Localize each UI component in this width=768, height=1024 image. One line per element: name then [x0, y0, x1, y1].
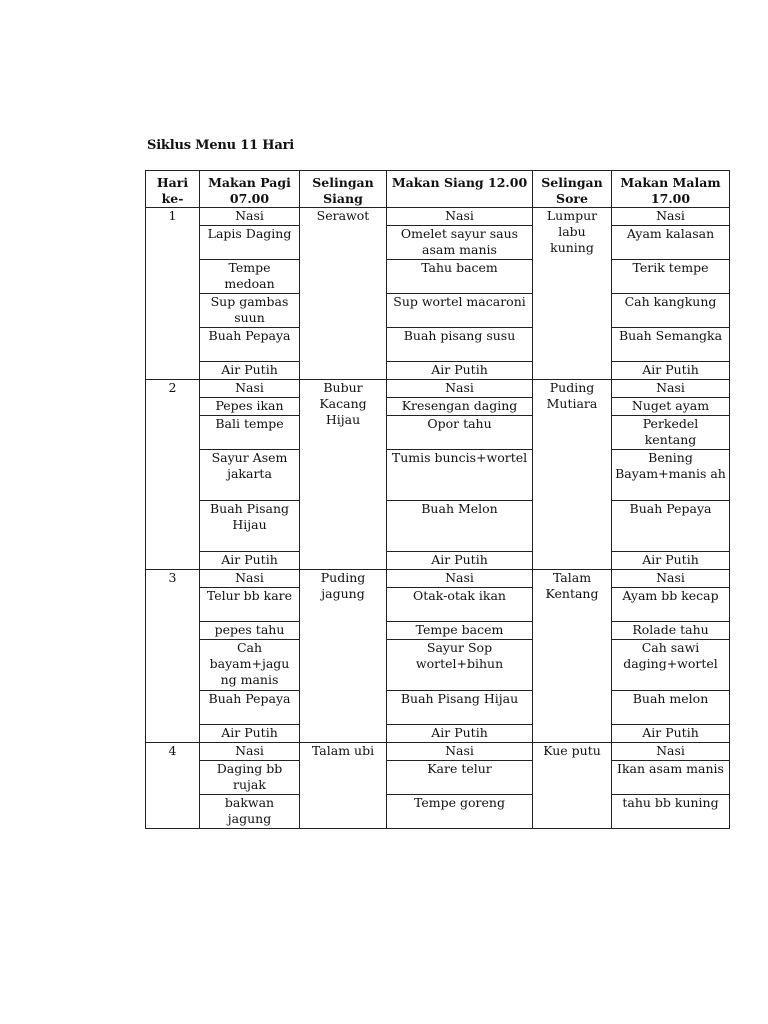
- makan-pagi-cell: Pepes ikan: [200, 398, 300, 416]
- table-row: [146, 725, 730, 743]
- makan-pagi-cell: Nasi: [200, 743, 300, 761]
- makan-malam-cell: Air Putih: [612, 725, 730, 743]
- makan-malam-cell: Air Putih: [612, 362, 730, 380]
- selingan-sore-cell: Lumpur labu kuning: [533, 208, 612, 380]
- selingan-sore-cell: Talam Kentang: [533, 570, 612, 743]
- selingan-siang-cell: Puding jagung: [300, 570, 387, 743]
- header-makan-malam: Makan Malam 17.00: [612, 171, 730, 208]
- table-row: [146, 208, 730, 226]
- makan-malam-cell: Ikan asam manis: [612, 761, 730, 795]
- selingan-sore-cell: Kue putu: [533, 743, 612, 829]
- makan-siang-cell: Nasi: [387, 570, 533, 588]
- makan-malam-cell: Nasi: [612, 570, 730, 588]
- table-row: [146, 743, 730, 761]
- makan-pagi-cell: Buah Pepaya: [200, 328, 300, 362]
- table-row: [146, 570, 730, 588]
- makan-malam-cell: Cah kangkung: [612, 294, 730, 328]
- table-row: [146, 640, 730, 691]
- makan-siang-cell: Sayur Sop wortel+bihun: [387, 640, 533, 691]
- makan-siang-cell: Sup wortel macaroni: [387, 294, 533, 328]
- makan-malam-cell: Rolade tahu: [612, 622, 730, 640]
- makan-malam-cell: Buah Semangka: [612, 328, 730, 362]
- table-row: [146, 622, 730, 640]
- menu-table: [145, 170, 730, 829]
- makan-pagi-cell: Air Putih: [200, 362, 300, 380]
- document-title: Siklus Menu 11 Hari: [147, 138, 294, 153]
- makan-siang-cell: Opor tahu: [387, 416, 533, 450]
- header-row: [146, 171, 730, 208]
- makan-pagi-cell: Air Putih: [200, 552, 300, 570]
- makan-pagi-cell: Nasi: [200, 570, 300, 588]
- makan-pagi-cell: bakwan jagung: [200, 795, 300, 829]
- makan-malam-cell: Air Putih: [612, 552, 730, 570]
- table-row: [146, 260, 730, 294]
- makan-malam-cell: Nasi: [612, 208, 730, 226]
- makan-pagi-cell: Air Putih: [200, 725, 300, 743]
- makan-pagi-cell: Telur bb kare: [200, 588, 300, 622]
- table-row: [146, 761, 730, 795]
- header-makan-pagi: Makan Pagi 07.00: [200, 171, 300, 208]
- header-selingan-sore: Selingan Sore: [533, 171, 612, 208]
- makan-malam-cell: tahu bb kuning: [612, 795, 730, 829]
- selingan-siang-cell: Bubur Kacang Hijau: [300, 380, 387, 570]
- makan-pagi-cell: pepes tahu: [200, 622, 300, 640]
- header-selingan-siang: Selingan Siang: [300, 171, 387, 208]
- makan-siang-cell: Air Putih: [387, 362, 533, 380]
- table-row: [146, 588, 730, 622]
- makan-malam-cell: Buah Pepaya: [612, 501, 730, 552]
- makan-pagi-cell: Cah bayam+jagu ng manis: [200, 640, 300, 691]
- table-row: [146, 691, 730, 725]
- makan-siang-cell: Nasi: [387, 743, 533, 761]
- makan-siang-cell: Buah Melon: [387, 501, 533, 552]
- makan-pagi-cell: Sayur Asem jakarta: [200, 450, 300, 501]
- makan-pagi-cell: Nasi: [200, 208, 300, 226]
- makan-siang-cell: Nasi: [387, 208, 533, 226]
- makan-pagi-cell: Buah Pepaya: [200, 691, 300, 725]
- makan-pagi-cell: Lapis Daging: [200, 226, 300, 260]
- makan-siang-cell: Air Putih: [387, 552, 533, 570]
- makan-malam-cell: Bening Bayam+manis ah: [612, 450, 730, 501]
- selingan-sore-cell: Puding Mutiara: [533, 380, 612, 570]
- table-row: [146, 362, 730, 380]
- table-row: [146, 380, 730, 398]
- table-row: [146, 416, 730, 450]
- header-hari: Hari ke-: [146, 171, 200, 208]
- day-number: 4: [146, 743, 200, 829]
- makan-pagi-cell: Sup gambas suun: [200, 294, 300, 328]
- makan-pagi-cell: Daging bb rujak: [200, 761, 300, 795]
- header-makan-siang: Makan Siang 12.00: [387, 171, 533, 208]
- day-number: 2: [146, 380, 200, 570]
- day-number: 1: [146, 208, 200, 380]
- makan-siang-cell: Tempe bacem: [387, 622, 533, 640]
- table-row: [146, 552, 730, 570]
- makan-malam-cell: Nuget ayam: [612, 398, 730, 416]
- menu-body: [146, 208, 730, 829]
- selingan-siang-cell: Serawot: [300, 208, 387, 380]
- day-number: 3: [146, 570, 200, 743]
- table-row: [146, 795, 730, 829]
- makan-malam-cell: Nasi: [612, 743, 730, 761]
- makan-pagi-cell: Nasi: [200, 380, 300, 398]
- makan-siang-cell: Nasi: [387, 380, 533, 398]
- makan-siang-cell: Buah Pisang Hijau: [387, 691, 533, 725]
- makan-pagi-cell: Buah Pisang Hijau: [200, 501, 300, 552]
- makan-siang-cell: Omelet sayur saus asam manis: [387, 226, 533, 260]
- makan-malam-cell: Terik tempe: [612, 260, 730, 294]
- makan-pagi-cell: Bali tempe: [200, 416, 300, 450]
- table-row: [146, 450, 730, 501]
- makan-siang-cell: Otak-otak ikan: [387, 588, 533, 622]
- makan-malam-cell: Buah melon: [612, 691, 730, 725]
- makan-siang-cell: Air Putih: [387, 725, 533, 743]
- table-row: [146, 501, 730, 552]
- makan-siang-cell: Buah pisang susu: [387, 328, 533, 362]
- selingan-siang-cell: Talam ubi: [300, 743, 387, 829]
- makan-malam-cell: Ayam kalasan: [612, 226, 730, 260]
- makan-malam-cell: Perkedel kentang: [612, 416, 730, 450]
- table-row: [146, 294, 730, 328]
- table-row: [146, 226, 730, 260]
- makan-siang-cell: Tempe goreng: [387, 795, 533, 829]
- makan-siang-cell: Kare telur: [387, 761, 533, 795]
- makan-siang-cell: Tahu bacem: [387, 260, 533, 294]
- table-row: [146, 398, 730, 416]
- makan-siang-cell: Tumis buncis+wortel: [387, 450, 533, 501]
- makan-pagi-cell: Tempe medoan: [200, 260, 300, 294]
- makan-malam-cell: Nasi: [612, 380, 730, 398]
- makan-siang-cell: Kresengan daging: [387, 398, 533, 416]
- makan-malam-cell: Ayam bb kecap: [612, 588, 730, 622]
- makan-malam-cell: Cah sawi daging+wortel: [612, 640, 730, 691]
- table-row: [146, 328, 730, 362]
